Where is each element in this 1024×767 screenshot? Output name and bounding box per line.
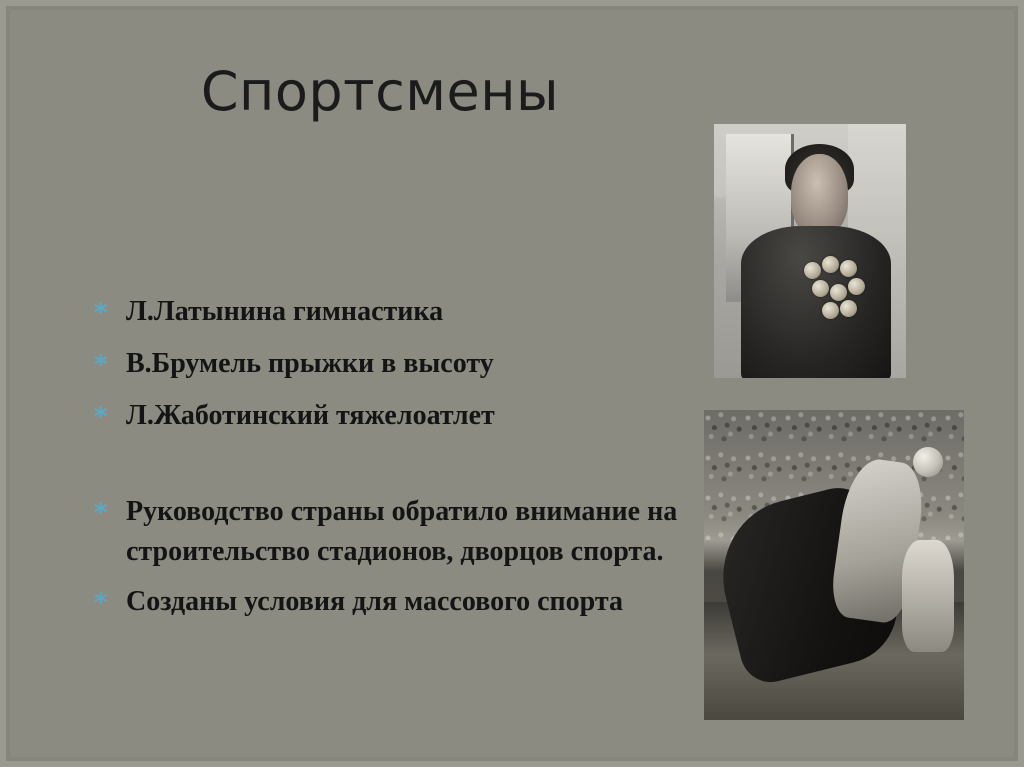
photo-medals-detail bbox=[802, 256, 879, 322]
list-item-label: Созданы условия для массового спорта bbox=[126, 586, 623, 617]
bullet-star-icon: * bbox=[94, 350, 108, 380]
photo-face-detail bbox=[791, 154, 849, 235]
slide-body bbox=[88, 292, 678, 632]
photo-second-player-detail bbox=[902, 540, 954, 652]
bullet-star-icon: * bbox=[94, 298, 108, 328]
list-item bbox=[88, 582, 678, 622]
photo-gymnast-with-medals bbox=[714, 124, 906, 378]
page-title: Спортсмены bbox=[200, 60, 560, 123]
list-group-spacer bbox=[88, 448, 678, 492]
bullet-list-athletes bbox=[88, 292, 678, 436]
list-item bbox=[88, 292, 678, 332]
list-item-label: В.Брумель прыжки в высоту bbox=[126, 348, 494, 379]
list-item bbox=[88, 492, 678, 572]
list-item-label: Руководство страны обратило внимание на строительство стадионов, дворцов спорта. bbox=[126, 496, 678, 567]
bullet-star-icon: * bbox=[94, 588, 108, 618]
list-item-label: Л.Жаботинский тяжелоатлет bbox=[126, 400, 495, 431]
bullet-list-infrastructure bbox=[88, 492, 678, 622]
list-item-label: Л.Латынина гимнастика bbox=[126, 296, 444, 327]
list-item bbox=[88, 344, 678, 384]
bullet-star-icon: * bbox=[94, 402, 108, 432]
list-item bbox=[88, 396, 678, 436]
photo-football-match bbox=[704, 410, 964, 720]
bullet-star-icon: * bbox=[94, 498, 108, 528]
